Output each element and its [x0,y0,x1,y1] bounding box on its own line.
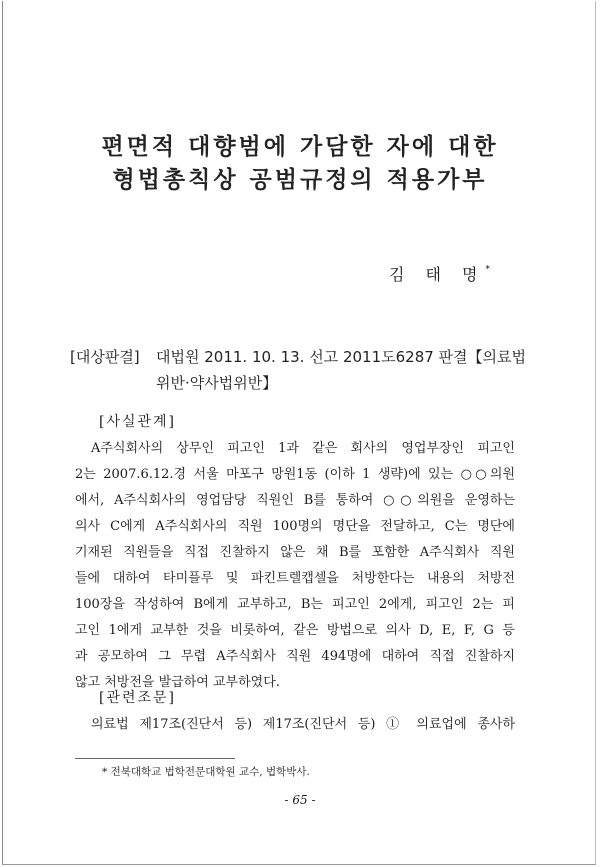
facts-section-label: [사실관계] [99,414,177,430]
author-footnote: * 전북대학교 법학전문대학원 교수, 법학박사. [102,766,310,778]
facts-paragraph-line: 고인 1에게 교부한 것을 비롯하여, 같은 방법으로 의사 D, E, F, G 등 [75,623,515,638]
facts-paragraph-line: 의사 C에게 A주식회사의 직원 100명의 명단을 전달하고, C는 명단에 [75,519,515,534]
author-name [389,262,490,285]
facts-paragraph-line: A주식회사의 상무인 피고인 1과 같은 회사의 영업부장인 피고인 [91,441,515,456]
facts-paragraph-line: 들에 대하여 타미플루 및 파킨트렐캡셀을 처방한다는 내용의 처방전 [75,571,515,586]
author-footnote-mark: * [485,264,490,275]
facts-paragraph-line: 100장을 작성하여 B에게 교부하고, B는 피고인 2에게, 피고인 2는 피 [75,597,515,612]
facts-paragraph-line: 기재된 직원들을 직접 진찰하지 않은 채 B를 포함한 A주식회사 직원 [75,545,515,560]
author-name-text: 김 태 명 [388,265,486,284]
facts-paragraph-line: 과 공모하여 그 무렵 A주식회사 직원 494명에 대하여 직접 진찰하지 [75,649,515,664]
footnote-divider [75,758,235,759]
facts-paragraph-line: 에서, A주식회사의 영업담당 직원인 B를 통하여 ○○의원을 운영하는 [75,493,515,508]
facts-paragraph-line: 2는 2007.6.12.경 서울 마포구 망원1동 (이하 1 생략)에 있는 ○○의원 [75,467,515,482]
article-title-line-1: 편면적 대향범에 가담한 자에 대한 [101,133,499,160]
article-title-line-2: 형법총칙상 공범규정의 적용가부 [112,166,488,193]
page-number: - 65 - [284,793,316,807]
law-paragraph-line: 의료법 제17조(진단서 등) 제17조(진단서 등) ① 의료업에 종사하 [91,717,515,732]
law-section-label: [관련조문] [99,690,177,706]
facts-paragraph-line: 않고 처방전을 발급하여 교부하였다. [75,675,280,690]
case-citation-line-2: 위반·약사법위반】 [156,374,278,392]
case-label: [대상판결] [70,348,140,366]
case-citation-line-1: 대법원 2011. 10. 13. 선고 2011도6287 판결【의료법 [156,348,526,366]
